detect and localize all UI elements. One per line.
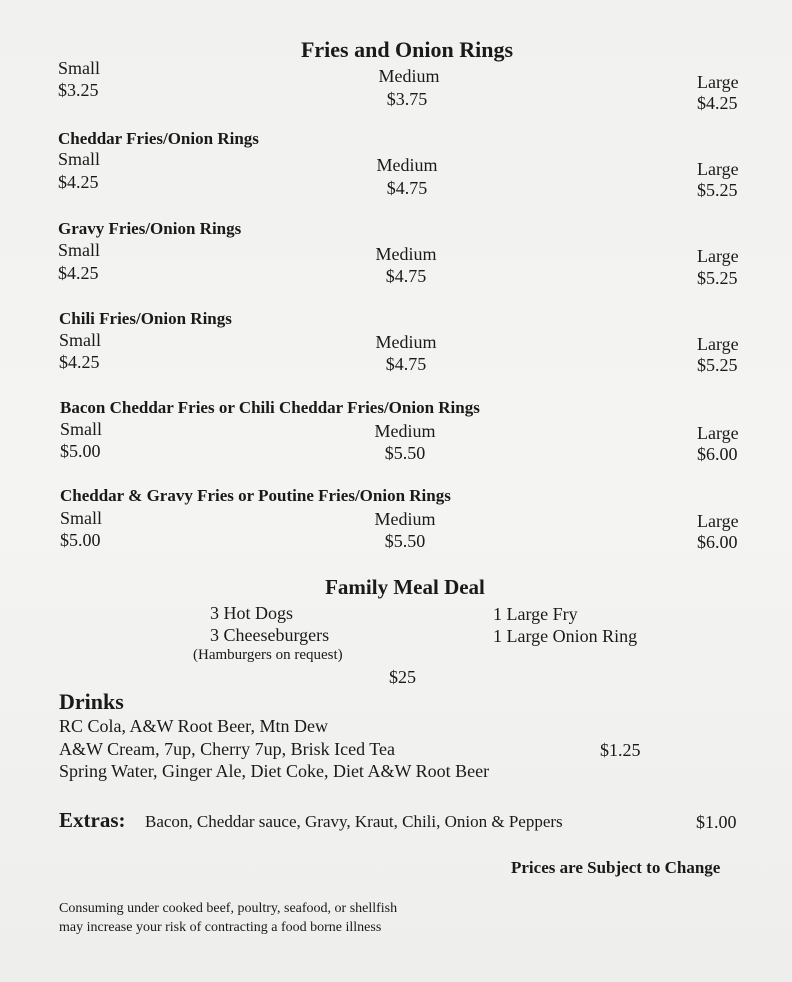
medium-label: Medium [376, 155, 438, 175]
section-title-gravy-fries: Gravy Fries/Onion Rings [58, 219, 242, 238]
family-meal-item-cheeseburgers: 3 Cheeseburgers [210, 625, 330, 645]
extras-items: Bacon, Cheddar sauce, Gravy, Kraut, Chili, Onion & Peppers [145, 812, 563, 831]
large-price: $6.00 [697, 532, 738, 552]
section-title-bacon-cheddar-fries: Bacon Cheddar Fries or Chili Cheddar Fries/Onion Rings [60, 398, 480, 417]
medium-price: $4.75 [386, 178, 428, 198]
drinks-line-1: RC Cola, A&W Root Beer, Mtn Dew [59, 716, 328, 736]
small-label: Small [58, 240, 101, 260]
drinks-price: $1.25 [600, 740, 641, 760]
section-title-cheddar-gravy-poutine-fries: Cheddar & Gravy Fries or Poutine Fries/Onion Rings [60, 486, 451, 505]
medium-label: Medium [374, 421, 436, 441]
medium-label: Medium [375, 332, 437, 352]
large-label: Large [697, 423, 739, 443]
small-price: $4.25 [58, 263, 99, 283]
family-meal-title: Family Meal Deal [325, 575, 485, 599]
large-price: $6.00 [697, 444, 738, 464]
medium-price: $5.50 [384, 531, 426, 551]
large-price: $5.25 [697, 268, 738, 288]
medium-price: $4.75 [385, 354, 427, 374]
medium-label: Medium [374, 509, 436, 529]
family-meal-item-large-onion-ring: 1 Large Onion Ring [493, 626, 638, 646]
disclaimer-line-1: Consuming under cooked beef, poultry, seafood, or shellfish [59, 901, 398, 916]
small-price: $4.25 [59, 352, 100, 372]
small-price: $3.25 [58, 80, 99, 100]
small-label: Small [60, 419, 103, 439]
section-title-cheddar-fries: Cheddar Fries/Onion Rings [58, 129, 259, 148]
disclaimer-line-2: may increase your risk of contracting a food borne illness [59, 920, 382, 935]
medium-label: Medium [378, 66, 440, 86]
small-price: $5.00 [60, 441, 101, 461]
drinks-line-3: Spring Water, Ginger Ale, Diet Coke, Diet A&W Root Beer [59, 761, 490, 781]
family-meal-item-large-fry: 1 Large Fry [493, 604, 578, 624]
small-label: Small [58, 58, 101, 78]
prices-subject-to-change-notice: Prices are Subject to Change [511, 858, 721, 877]
medium-label: Medium [375, 244, 437, 264]
large-price: $5.25 [697, 355, 738, 375]
extras-price: $1.00 [696, 812, 737, 832]
family-meal-note: (Hamburgers on request) [193, 647, 343, 663]
small-price: $5.00 [60, 530, 101, 550]
small-price: $4.25 [58, 172, 99, 192]
drinks-title: Drinks [59, 689, 124, 714]
large-label: Large [697, 246, 739, 266]
family-meal-price: $25 [389, 667, 416, 687]
drinks-line-2: A&W Cream, 7up, Cherry 7up, Brisk Iced Tea [59, 739, 395, 759]
section-title-fries-onion-rings: Fries and Onion Rings [300, 37, 514, 62]
family-meal-item-hot-dogs: 3 Hot Dogs [210, 603, 294, 623]
large-label: Large [697, 159, 739, 179]
medium-price: $5.50 [384, 443, 426, 463]
small-label: Small [59, 330, 102, 350]
medium-price: $4.75 [385, 266, 427, 286]
large-label: Large [697, 511, 739, 531]
small-label: Small [60, 508, 103, 528]
extras-title: Extras: [59, 808, 126, 832]
section-title-chili-fries: Chili Fries/Onion Rings [59, 309, 232, 328]
small-label: Small [58, 149, 101, 169]
large-label: Large [697, 72, 739, 92]
large-price: $5.25 [697, 180, 738, 200]
large-label: Large [697, 334, 739, 354]
large-price: $4.25 [697, 93, 738, 113]
medium-price: $3.75 [386, 89, 428, 109]
